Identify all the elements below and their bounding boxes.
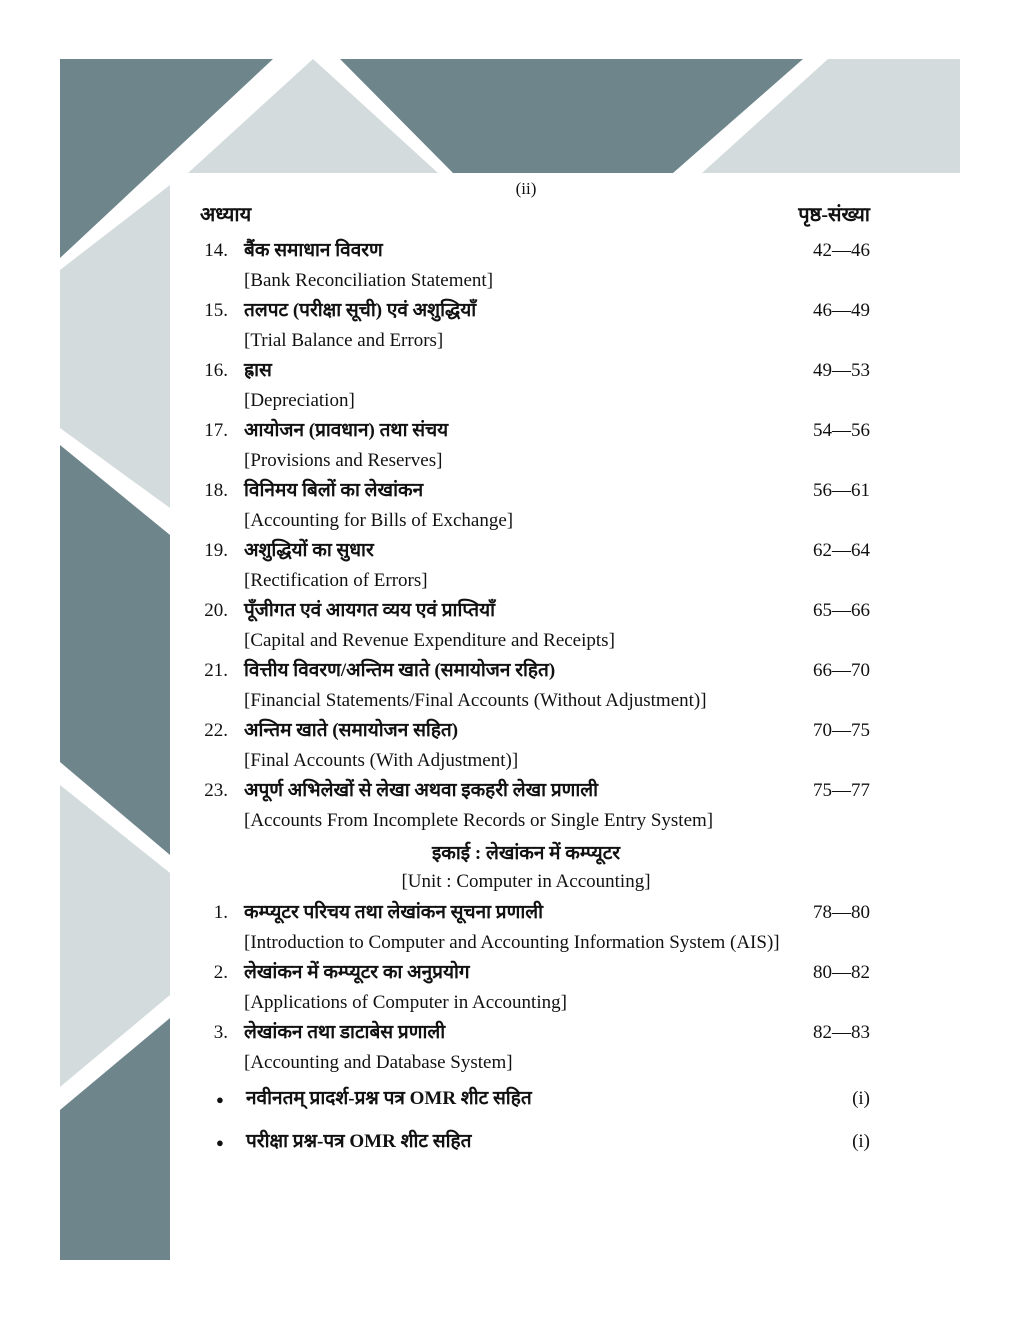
- toc-entry: [182, 776, 870, 836]
- entry-number: 21.: [204, 660, 228, 681]
- entry-number: 20.: [204, 600, 228, 621]
- entry-title-english: [Applications of Computer in Accounting]: [244, 992, 567, 1013]
- entry-page-range: 80—82: [813, 962, 870, 983]
- entry-page-range: 82—83: [813, 1022, 870, 1043]
- entry-page-range: 49—53: [813, 360, 870, 381]
- entry-title-hindi: अन्तिम खाते (समायोजन सहित): [244, 720, 459, 741]
- toc-entry: [182, 1018, 870, 1078]
- bullet-icon: ●: [216, 1135, 224, 1150]
- entry-title-hindi: अपूर्ण अभिलेखों से लेखा अथवा इकहरी लेखा प्रणाली: [244, 780, 599, 801]
- toc-entry: [182, 958, 870, 1018]
- entry-title-hindi: कम्प्यूटर परिचय तथा लेखांकन सूचना प्रणाली: [244, 902, 544, 923]
- toc-entry: [182, 236, 870, 296]
- toc-entry: [182, 596, 870, 656]
- toc-entry: [182, 536, 870, 596]
- entry-title-english: [Trial Balance and Errors]: [244, 330, 444, 351]
- entry-title-hindi: बैंक समाधान विवरण: [244, 240, 383, 261]
- entry-title-english: [Accounting and Database System]: [244, 1052, 513, 1073]
- entry-title-hindi: ह्रास: [244, 360, 272, 381]
- toc-entry: [182, 716, 870, 776]
- unit-heading-hindi: इकाई : लेखांकन में कम्प्यूटर: [431, 843, 621, 864]
- bullet-items: [182, 1086, 870, 1156]
- entry-title-english: [Bank Reconciliation Statement]: [244, 270, 494, 291]
- entry-title-hindi: आयोजन (प्रावधान) तथा संचय: [244, 420, 449, 441]
- toc-entry: [182, 416, 870, 476]
- unit-heading-english: [Unit : Computer in Accounting]: [401, 871, 651, 892]
- page-number-label: (ii): [515, 179, 537, 198]
- entry-number: 14.: [204, 240, 228, 261]
- toc-entry: [182, 356, 870, 416]
- toc-entry: [182, 296, 870, 356]
- unit-heading: [182, 840, 870, 896]
- entry-page-range: 46—49: [813, 300, 870, 321]
- bullet-text-hindi: परीक्षा प्रश्न-पत्र OMR शीट सहित: [246, 1131, 472, 1152]
- entry-title-english: [Depreciation]: [244, 390, 355, 411]
- entry-number: 1.: [213, 902, 228, 923]
- entry-page-range: 65—66: [813, 600, 870, 621]
- entry-title-hindi: अशुद्धियों का सुधार: [244, 540, 374, 561]
- entry-number: 2.: [213, 962, 228, 983]
- entry-title-english: [Provisions and Reserves]: [244, 450, 443, 471]
- entry-page-range: 56—61: [813, 480, 870, 501]
- bullet-item: [182, 1086, 870, 1113]
- entry-page-range: 75—77: [813, 780, 870, 801]
- entry-title-hindi: लेखांकन तथा डाटाबेस प्रणाली: [244, 1022, 446, 1043]
- bullet-text-hindi: नवीनतम् प्रादर्श-प्रश्न पत्र OMR शीट सहित: [246, 1088, 532, 1109]
- entry-number: 23.: [204, 780, 228, 801]
- bullet-page-label: (i): [852, 1088, 870, 1109]
- entry-page-range: 54—56: [813, 420, 870, 441]
- entry-title-english: [Financial Statements/Final Accounts (Without Adjustment)]: [244, 690, 707, 711]
- entry-page-range: 42—46: [813, 240, 870, 261]
- bullet-page-label: (i): [852, 1131, 870, 1152]
- toc-column-header: [182, 202, 870, 228]
- toc-content: [182, 178, 870, 1172]
- entry-page-range: 62—64: [813, 540, 870, 561]
- entry-number: 19.: [204, 540, 228, 561]
- toc-entry: [182, 476, 870, 536]
- unit-entries: [182, 898, 870, 1078]
- entry-number: 18.: [204, 480, 228, 501]
- entry-title-english: [Final Accounts (With Adjustment)]: [244, 750, 519, 771]
- toc-entries: [182, 236, 870, 836]
- entry-number: 22.: [204, 720, 228, 741]
- toc-entry: [182, 898, 870, 958]
- strip-dark-segment-1: [60, 445, 170, 855]
- entry-page-range: 66—70: [813, 660, 870, 681]
- entry-title-english: [Rectification of Errors]: [244, 570, 428, 591]
- toc-entry: [182, 656, 870, 716]
- entry-title-hindi: पूँजीगत एवं आयगत व्यय एवं प्राप्तियाँ: [244, 600, 496, 621]
- entry-page-range: 70—75: [813, 720, 870, 741]
- entry-page-range: 78—80: [813, 902, 870, 923]
- entry-number: 16.: [204, 360, 228, 381]
- entry-title-hindi: विनिमय बिलों का लेखांकन: [244, 480, 424, 501]
- entry-title-hindi: तलपट (परीक्षा सूची) एवं अशुद्धियाँ: [244, 300, 477, 321]
- entry-title-english: [Accounting for Bills of Exchange]: [244, 510, 514, 531]
- bullet-item: [182, 1129, 870, 1156]
- pages-column-header: पृष्ठ-संख्या: [798, 204, 870, 226]
- bullet-icon: ●: [216, 1092, 224, 1107]
- chapter-column-header: अध्याय: [200, 204, 252, 226]
- entry-number: 15.: [204, 300, 228, 321]
- entry-title-english: [Accounts From Incomplete Records or Single Entry System]: [244, 810, 714, 831]
- entry-number: 17.: [204, 420, 228, 441]
- entry-title-english: [Capital and Revenue Expenditure and Receipts]: [244, 630, 615, 651]
- entry-title-hindi: वित्तीय विवरण/अन्तिम खाते (समायोजन रहित): [244, 660, 556, 681]
- entry-title-english: [Introduction to Computer and Accounting Information System (AIS)]: [244, 932, 780, 953]
- entry-title-hindi: लेखांकन में कम्प्यूटर का अनुप्रयोग: [244, 962, 470, 983]
- entry-number: 3.: [213, 1022, 228, 1043]
